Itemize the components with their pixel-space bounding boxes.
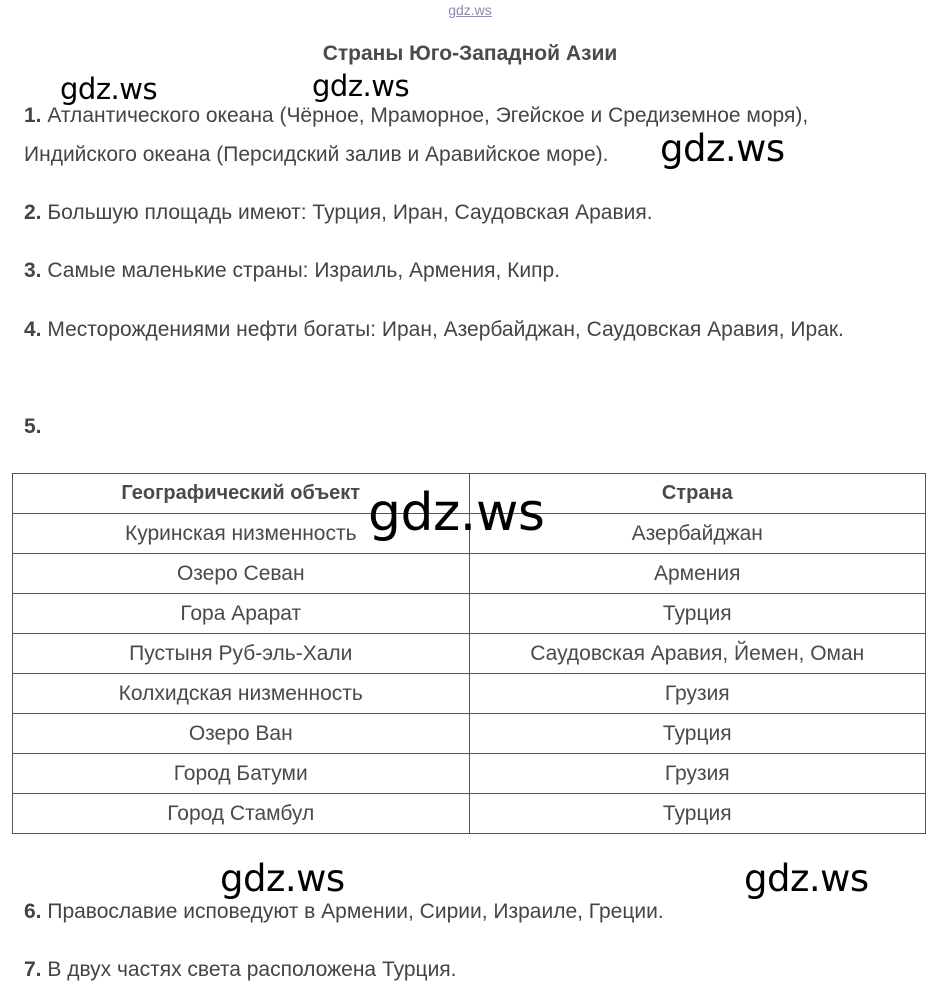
answer-text: В двух частях света расположена Турция. — [47, 958, 457, 981]
table-row — [13, 674, 926, 714]
table-row — [13, 634, 926, 674]
answer-6 — [24, 892, 904, 931]
object-cell: Пустыня Руб-эль-Хали — [13, 634, 470, 674]
answer-1 — [24, 96, 904, 174]
answer-3 — [24, 251, 904, 290]
object-cell: Куринская низменность — [13, 514, 470, 554]
answer-text: Атлантического океана (Чёрное, Мраморное, Эгейское и Средиземное моря), Индийского океана (Персидский залив и Аравийское море). — [24, 104, 809, 166]
column-header-country: Страна — [469, 474, 925, 514]
answer-7 — [24, 950, 904, 989]
table-row — [13, 514, 926, 554]
object-cell: Город Батуми — [13, 754, 470, 794]
watermark: gdz.ws — [60, 72, 158, 106]
answer-2 — [24, 193, 904, 232]
country-cell: Турция — [469, 794, 925, 834]
object-cell: Озеро Ван — [13, 714, 470, 754]
answer-number: 5. — [24, 415, 42, 438]
watermark: gdz.ws — [220, 857, 345, 900]
answer-text: Православие исповедуют в Армении, Сирии, Израиле, Греции. — [47, 900, 664, 923]
answer-number: 2. — [24, 201, 42, 224]
answer-text: Большую площадь имеют: Турция, Иран, Саудовская Аравия. — [47, 201, 653, 224]
page-title: Страны Юго-Западной Азии — [322, 42, 618, 65]
table-header-row — [13, 474, 926, 514]
table-row — [13, 794, 926, 834]
answer-number: 6. — [24, 900, 42, 923]
answer-text: Самые маленькие страны: Израиль, Армения, Кипр. — [47, 259, 561, 282]
answer-4 — [24, 310, 904, 349]
answer-number: 4. — [24, 318, 42, 341]
answer-text: Месторождениями нефти богаты: Иран, Азербайджан, Саудовская Аравия, Ирак. — [47, 318, 844, 341]
table-row — [13, 594, 926, 634]
country-cell: Армения — [469, 554, 925, 594]
watermark: gdz.ws — [368, 483, 545, 543]
watermark: gdz.ws — [660, 127, 785, 170]
country-cell: Турция — [469, 594, 925, 634]
table-row — [13, 714, 926, 754]
country-cell: Грузия — [469, 754, 925, 794]
country-cell: Грузия — [469, 674, 925, 714]
watermark: gdz.ws — [744, 857, 869, 900]
object-cell: Город Стамбул — [13, 794, 470, 834]
country-cell: Азербайджан — [469, 514, 925, 554]
country-cell: Турция — [469, 714, 925, 754]
watermark: gdz.ws — [312, 69, 410, 103]
object-cell: Озеро Севан — [13, 554, 470, 594]
site-link[interactable]: gdz.ws — [448, 2, 492, 18]
geography-table — [12, 473, 926, 834]
table-row — [13, 554, 926, 594]
answer-number: 3. — [24, 259, 42, 282]
answer-number: 7. — [24, 958, 42, 981]
object-cell: Колхидская низменность — [13, 674, 470, 714]
answer-number: 1. — [24, 104, 42, 127]
object-cell: Гора Арарат — [13, 594, 470, 634]
column-header-object: Географический объект — [13, 474, 470, 514]
table-row — [13, 754, 926, 794]
country-cell: Саудовская Аравия, Йемен, Оман — [469, 634, 925, 674]
answer-5 — [24, 407, 904, 446]
